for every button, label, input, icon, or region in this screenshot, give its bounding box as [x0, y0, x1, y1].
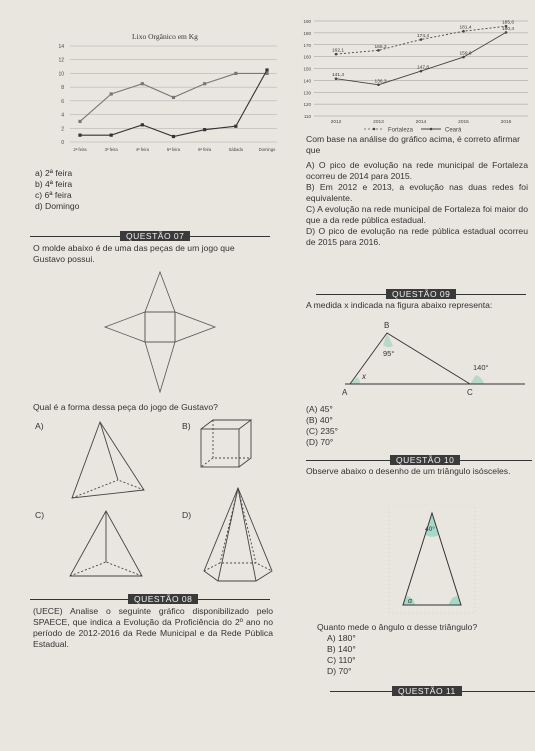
- angle-x: x: [362, 372, 366, 381]
- y-tick-label: 150: [303, 66, 311, 72]
- question-10-prompt: Quanto mede o ângulo α desse triângulo?: [317, 622, 478, 632]
- option-b[interactable]: B) 140°: [327, 644, 356, 654]
- data-label: 147,8: [417, 65, 430, 71]
- data-point: [110, 134, 113, 137]
- y-tick-label: 160: [303, 54, 311, 60]
- y-tick-label: 6: [61, 98, 64, 105]
- option-a-label[interactable]: A): [35, 421, 44, 431]
- data-point: [172, 96, 175, 99]
- data-label: 165,3: [374, 44, 387, 50]
- option-c[interactable]: C) A evolução na rede municipal de Fortaleza foi maior do que a da rede pública estadual.: [306, 204, 528, 225]
- option-d[interactable]: (D) 70°: [306, 437, 334, 447]
- question-09-header: QUESTÃO 09: [316, 289, 526, 299]
- option-b[interactable]: b) 4ª feira: [35, 179, 73, 189]
- y-tick-label: 14: [58, 44, 64, 50]
- series-line-1: [80, 70, 267, 137]
- option-b[interactable]: B) Em 2012 e 2013, a evolução nas duas redes foi equivalente.: [306, 182, 528, 203]
- option-c-figure[interactable]: [66, 508, 146, 580]
- data-point: [203, 82, 206, 85]
- x-tick-label: 2016: [500, 120, 512, 125]
- option-a[interactable]: a) 2ª feira: [35, 168, 73, 178]
- vertex-b: B: [384, 321, 390, 330]
- proficiency-chart: [296, 16, 532, 134]
- question-08-header: QUESTÃO 08: [30, 594, 270, 604]
- vertex-c: C: [467, 388, 473, 397]
- net-triangle-left: [105, 312, 145, 342]
- option-b-figure[interactable]: [197, 417, 257, 472]
- data-point: [203, 128, 206, 131]
- question-07-header: QUESTÃO 07: [30, 231, 270, 241]
- legend-fortaleza: Fortaleza: [388, 127, 414, 134]
- question-07-text: O molde abaixo é de uma das peças de um jogo que Gustavo possui.: [33, 243, 235, 264]
- angle-140: 140°: [473, 363, 489, 372]
- chart2-prompt: Com base na análise do gráfico acima, é correto afirmar que: [306, 134, 520, 155]
- angle-40: 40°: [425, 526, 435, 533]
- data-label: 162,1: [332, 48, 345, 54]
- data-point: [141, 82, 144, 85]
- question-11-header: QUESTÃO 11: [330, 686, 535, 696]
- data-point: [141, 123, 144, 126]
- option-b-label[interactable]: B): [182, 421, 191, 431]
- y-tick-label: 110: [303, 114, 311, 119]
- option-c[interactable]: C) 110°: [327, 655, 356, 665]
- x-tick-label: 2014: [415, 120, 427, 125]
- data-label: 159,6: [459, 51, 472, 57]
- question-10-header: QUESTÃO 10: [306, 455, 532, 465]
- question-09-text: A medida x indicada na figura abaixo representa:: [306, 300, 493, 310]
- y-tick-label: 130: [303, 90, 311, 96]
- data-point: [234, 72, 237, 75]
- data-label: 136,3: [374, 79, 387, 85]
- option-c[interactable]: c) 6ª feira: [35, 190, 72, 200]
- y-tick-label: 0: [61, 140, 64, 146]
- x-tick-label: 2015: [458, 120, 469, 125]
- x-tick-label: 2012: [330, 120, 342, 125]
- x-tick-label: 6ª feira: [198, 147, 212, 152]
- data-label: 181,4: [459, 25, 472, 31]
- pyramid-net-figure: [95, 268, 225, 398]
- option-a[interactable]: A) 180°: [327, 633, 356, 643]
- net-triangle-top: [145, 272, 175, 312]
- y-tick-label: 12: [58, 57, 64, 64]
- y-tick-label: 8: [61, 85, 64, 92]
- option-b[interactable]: (B) 40°: [306, 415, 333, 425]
- legend-ceara: Ceará: [445, 127, 462, 134]
- data-point: [172, 135, 175, 138]
- data-point: [234, 125, 237, 128]
- x-tick-label: 3ª feira: [104, 147, 118, 152]
- option-d-label[interactable]: D): [182, 510, 192, 520]
- y-tick-label: 140: [303, 78, 311, 84]
- x-tick-label: Sábado: [228, 147, 244, 152]
- net-triangle-right: [175, 312, 215, 342]
- option-c-label[interactable]: C): [35, 510, 45, 520]
- organic-waste-chart: [55, 30, 285, 165]
- data-label: 174,4: [417, 34, 430, 40]
- x-tick-label: 2013: [373, 120, 384, 125]
- isosceles-triangle-figure: [385, 505, 480, 615]
- x-tick-label: Domingo: [258, 147, 276, 152]
- question-08-text: (UECE) Analise o seguinte gráfico disponibilizado pelo SPAECE, que indica a Evolução da Proficiência do 2º ano no período de 2012-2016 da Rede Municipal e da Rede Pública Estadual.: [33, 606, 273, 649]
- x-tick-label: 5ª feira: [166, 147, 181, 152]
- y-tick-label: 120: [303, 102, 311, 108]
- option-d-figure[interactable]: [198, 485, 278, 587]
- data-point: [78, 120, 81, 123]
- data-point: [78, 134, 81, 137]
- option-c[interactable]: (C) 235°: [306, 426, 339, 436]
- net-triangle-bottom: [145, 342, 175, 392]
- angle-alpha: α: [408, 598, 412, 605]
- y-tick-label: 170: [303, 42, 311, 48]
- option-d[interactable]: d) Domingo: [35, 201, 80, 211]
- data-label: 185,6: [502, 20, 515, 26]
- data-point: [265, 68, 268, 71]
- y-tick-label: 180: [303, 30, 311, 36]
- option-a[interactable]: A) O pico de evolução na rede municipal de Fortaleza ocorreu de 2014 para 2015.: [306, 160, 528, 181]
- chart2-legend: [364, 128, 462, 134]
- data-label: 141,4: [332, 73, 345, 79]
- option-a-figure[interactable]: [68, 418, 148, 503]
- y-tick-label: 10: [58, 71, 64, 78]
- question-10-options: [327, 633, 356, 677]
- y-tick-label: 4: [61, 112, 64, 119]
- chart1-title: Lixo Orgânico em Kg: [132, 32, 198, 41]
- chart1-options: [35, 168, 79, 212]
- x-tick-label: 4ª feira: [135, 147, 149, 152]
- data-label: 180,4: [502, 26, 515, 32]
- angle-triangle-figure: [330, 315, 530, 401]
- chart2-options: [306, 160, 528, 248]
- question-07-prompt: Qual é a forma dessa peça do jogo de Gustavo?: [33, 402, 218, 412]
- angle-95: 95°: [383, 349, 395, 358]
- y-tick-label: 190: [303, 19, 311, 24]
- question-09-options: [306, 404, 338, 448]
- y-tick-label: 2: [61, 126, 64, 133]
- question-10-text: Observe abaixo o desenho de um triângulo isósceles.: [306, 466, 511, 476]
- data-point: [110, 92, 113, 95]
- option-d[interactable]: D) 70°: [327, 666, 352, 676]
- option-a[interactable]: (A) 45°: [306, 404, 333, 414]
- vertex-a: A: [342, 388, 348, 397]
- x-tick-label: 2ª feira: [73, 147, 87, 152]
- option-d[interactable]: D) O pico de evolução na rede pública estadual ocorreu de 2015 para 2016.: [306, 226, 528, 247]
- net-square-base: [145, 312, 175, 342]
